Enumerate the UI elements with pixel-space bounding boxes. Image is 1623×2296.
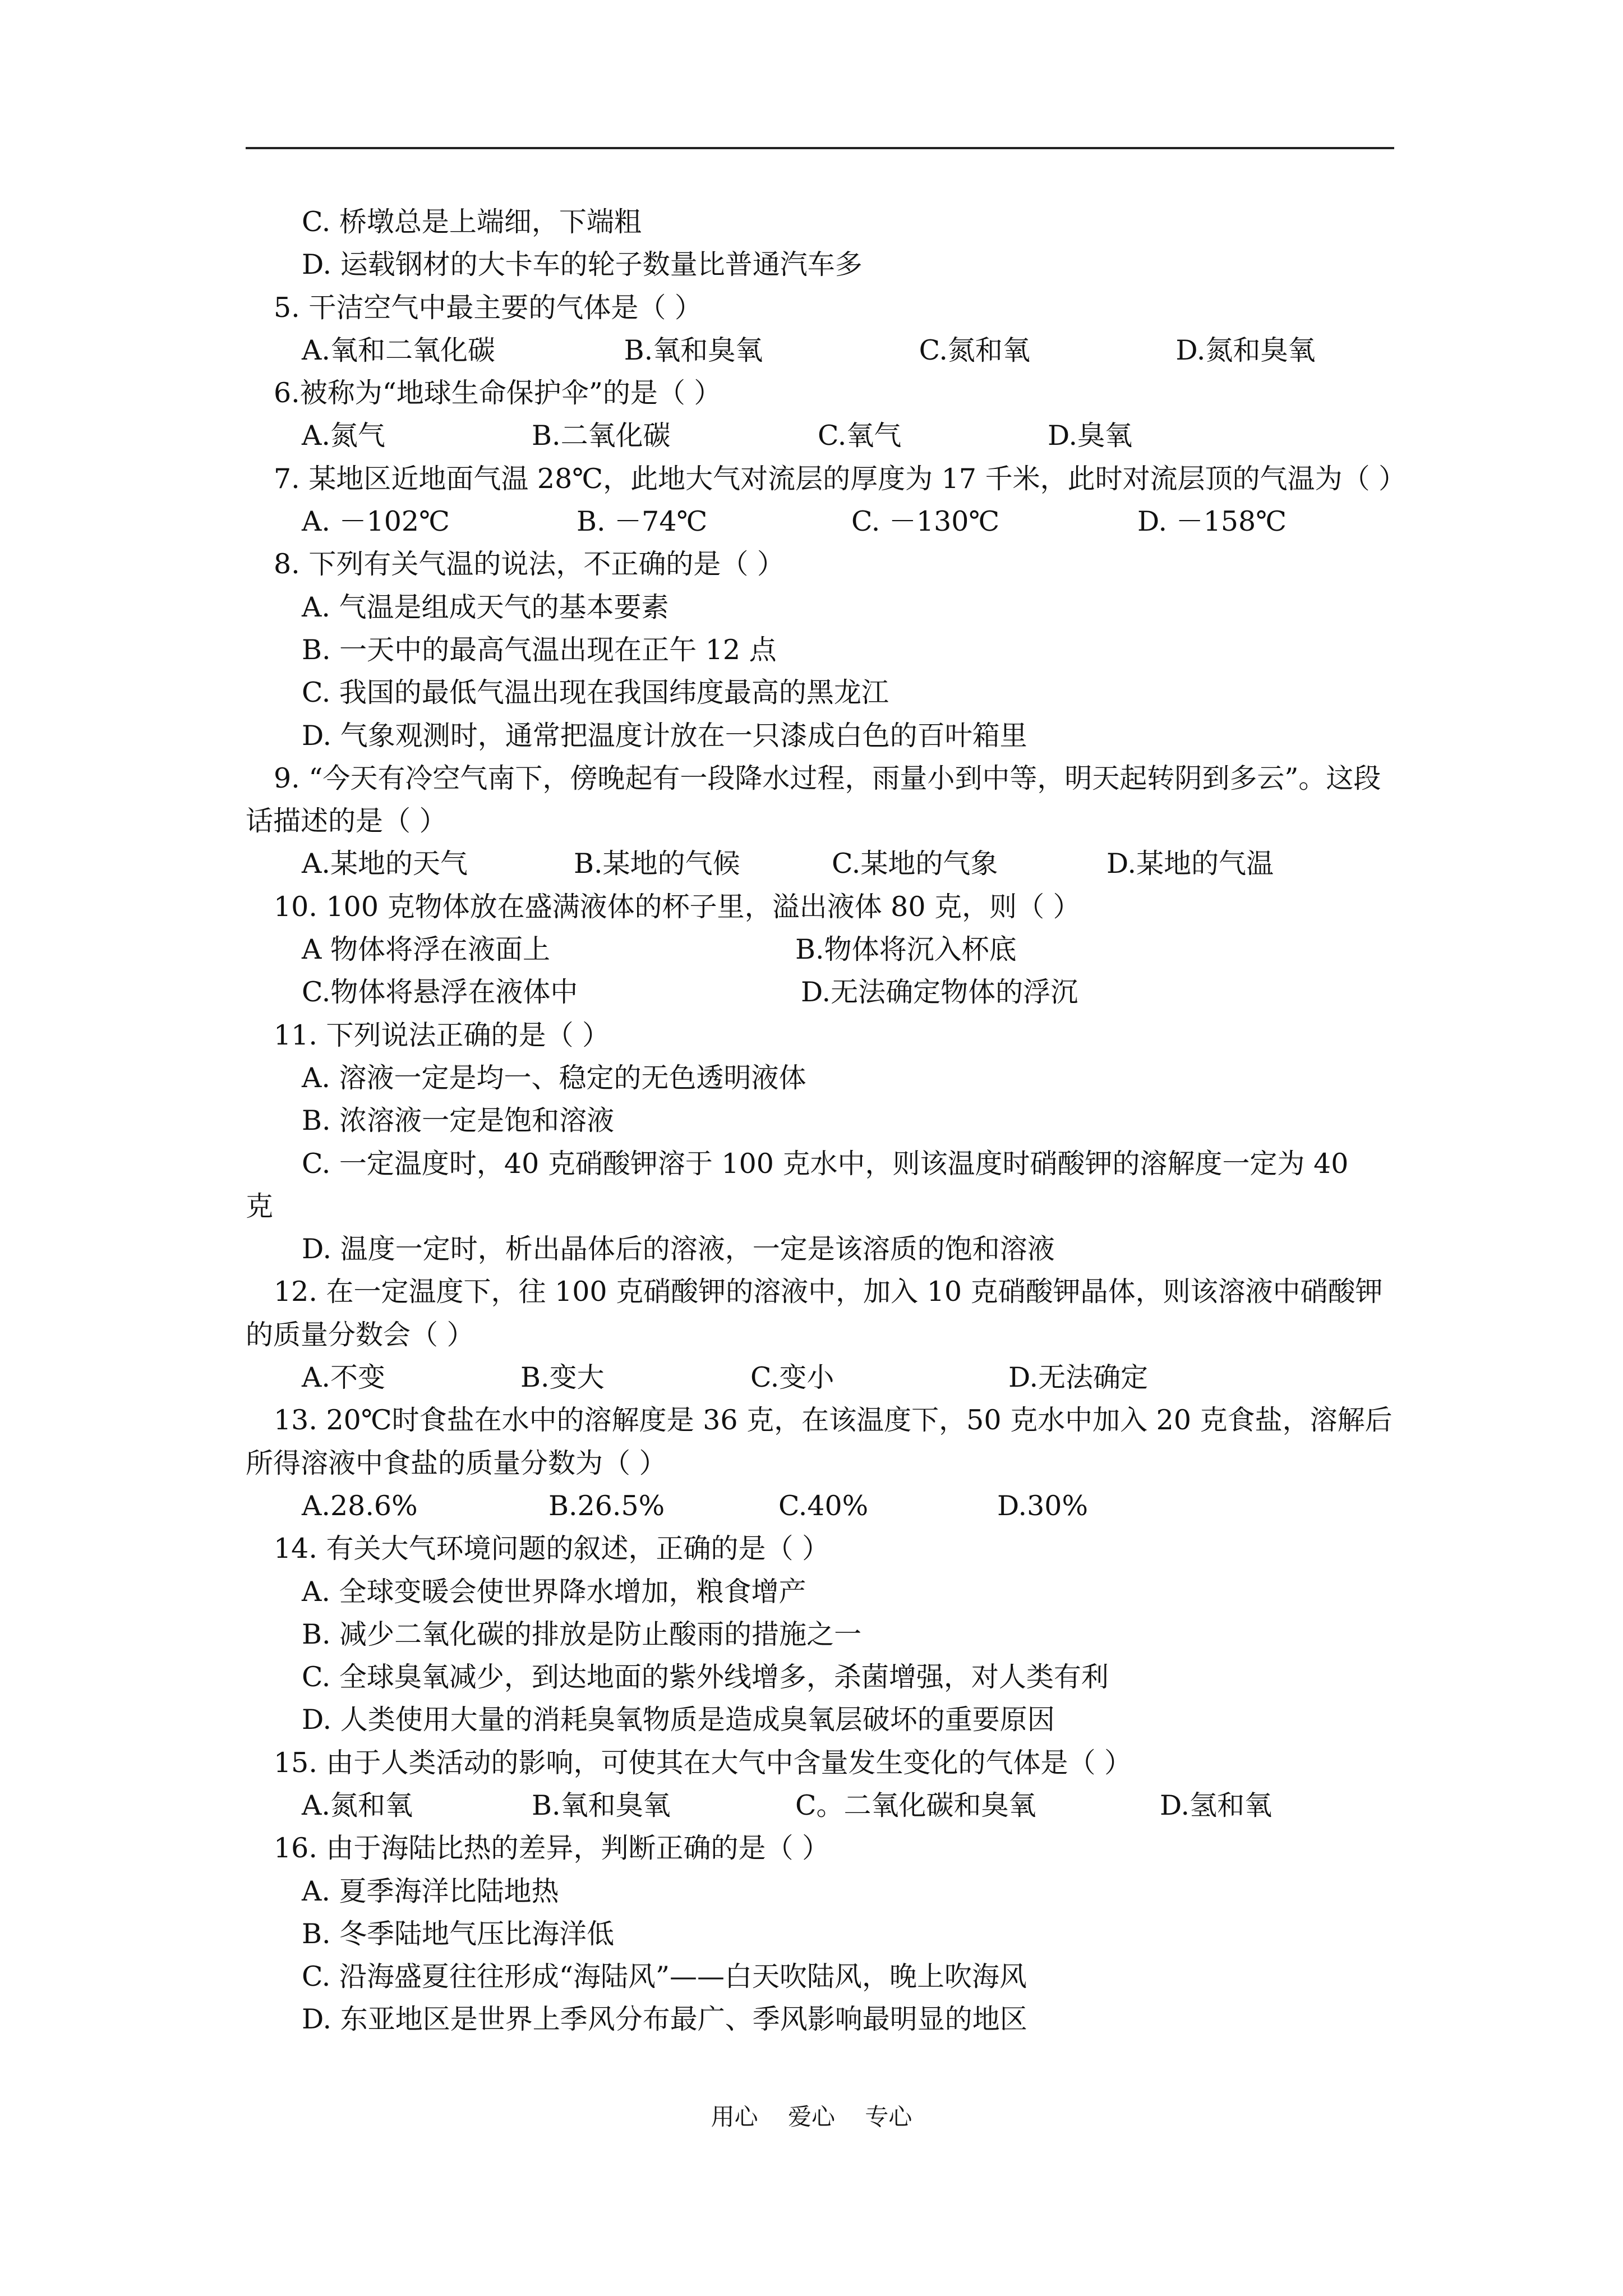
- answer-option: B.物体将沉入杯底: [795, 933, 1017, 966]
- answer-options-row: [246, 415, 1394, 457]
- question-stem: 14. 有关大气环境问题的叙述，正确的是（ ）: [274, 1533, 830, 1565]
- answer-option: B. 浓溶液一定是饱和溶液: [302, 1105, 615, 1137]
- answer-option: D. 气象观测时，通常把温度计放在一只漆成白色的百叶箱里: [302, 719, 1027, 752]
- answer-option: D.无法确定物体的浮沉: [801, 976, 1078, 1009]
- answer-option: B.二氧化碳: [532, 420, 671, 452]
- answer-options-row: [246, 500, 1394, 543]
- answer-option: C. 桥墩总是上端细，下端粗: [302, 206, 642, 238]
- answer-option: D.30%: [997, 1489, 1089, 1522]
- answer-option: C.40%: [778, 1489, 869, 1522]
- answer-option: D.臭氧: [1048, 420, 1133, 452]
- page-footer: 用心 爱心 专心: [711, 2103, 912, 2131]
- answer-option-text: C. 一定温度时，40 克硝酸钾溶于 100 克水中，则该温度时硝酸钾的溶解度一定为 40: [302, 1147, 1349, 1180]
- answer-option: A. 气温是组成天气的基本要素: [302, 591, 669, 623]
- answer-option: B.26.5%: [548, 1489, 665, 1522]
- question-stem: 11. 下列说法正确的是（ ）: [274, 1019, 610, 1051]
- answer-option: D.某地的气温: [1106, 848, 1274, 880]
- question-stem: 13. 20℃时食盐在水中的溶解度是 36 克，在该温度下，50 克水中加入 20 克食盐，溶解后所得溶液中食盐的质量分数为（ ）: [246, 1404, 1393, 1479]
- answer-option: B. 减少二氧化碳的排放是防止酸雨的措施之一: [302, 1618, 862, 1650]
- answer-option: C.氮和氧: [919, 334, 1030, 366]
- answer-option: C. 全球臭氧减少，到达地面的紫外线增多，杀菌增强，对人类有利: [302, 1661, 1109, 1694]
- question-stem: 15. 由于人类活动的影响，可使其在大气中含量发生变化的气体是（ ）: [274, 1746, 1132, 1779]
- answer-option: B.变大: [520, 1361, 605, 1394]
- answer-option: B. 一天中的最高气温出现在正午 12 点: [302, 633, 777, 666]
- answer-option: A.氮气: [302, 420, 385, 452]
- answer-option: D. －158℃: [1137, 505, 1287, 538]
- answer-option: A. 夏季海洋比陆地热: [302, 1875, 559, 1907]
- answer-option: B.某地的气候: [574, 848, 740, 880]
- answer-option: A.不变: [302, 1361, 385, 1394]
- answer-options-row: [246, 971, 1394, 1014]
- question-stem: 7. 某地区近地面气温 28℃，此地大气对流层的厚度为 17 千米，此时对流层顶的气温为（ ）: [274, 462, 1407, 495]
- answer-option: D. 温度一定时，析出晶体后的溶液，一定是该溶质的饱和溶液: [302, 1233, 1055, 1266]
- answer-option: C. －130℃: [851, 505, 1000, 538]
- answer-option: A. 全球变暖会使世界降水增加，粮食增产: [302, 1575, 806, 1608]
- answer-options-row: [246, 1356, 1394, 1399]
- answer-option: B. 冬季陆地气压比海洋低: [302, 1917, 615, 1950]
- answer-option: A. －102℃: [302, 505, 450, 538]
- answer-option: C.某地的气象: [832, 848, 998, 880]
- question-stem: 9. “今天有冷空气南下，傍晚起有一段降水过程，雨量小到中等，明天起转阴到多云”。这段话描述的是（ ）: [246, 762, 1381, 838]
- answer-option: D.氮和臭氧: [1175, 334, 1316, 366]
- answer-option: C.氧气: [818, 420, 902, 452]
- answer-option: B.氧和臭氧: [624, 334, 763, 366]
- answer-option: C。二氧化碳和臭氧: [795, 1789, 1036, 1821]
- answer-option: A.28.6%: [302, 1489, 418, 1522]
- question-stem: 10. 100 克物体放在盛满液体的杯子里，溢出液体 80 克，则（ ）: [274, 890, 1081, 923]
- header-rule: [246, 147, 1394, 149]
- answer-option: C. 沿海盛夏往往形成“海陆风”——白天吹陆风，晚上吹海风: [302, 1961, 1027, 1993]
- answer-option: D.无法确定: [1008, 1361, 1149, 1394]
- question-stem: 8. 下列有关气温的说法，不正确的是（ ）: [274, 548, 785, 581]
- answer-option: D. 人类使用大量的消耗臭氧物质是造成臭氧层破坏的重要原因: [302, 1704, 1055, 1736]
- answer-options-row: [246, 1485, 1394, 1527]
- answer-option: A.氧和二氧化碳: [302, 334, 495, 366]
- answer-option: [246, 1143, 1394, 1228]
- question-list: [246, 201, 1407, 2041]
- answer-option: C.变小: [750, 1361, 834, 1394]
- answer-option: A.某地的天气: [302, 848, 468, 880]
- question-stem: 12. 在一定温度下，往 100 克硝酸钾的溶液中，加入 10 克硝酸钾晶体，则该溶液中硝酸钾的质量分数会（ ）: [246, 1276, 1383, 1351]
- question-stem: 5. 干洁空气中最主要的气体是（ ）: [274, 291, 702, 324]
- answer-options-row: [246, 843, 1394, 885]
- answer-option: A 物体将浮在液面上: [302, 933, 550, 966]
- answer-option: A. 溶液一定是均一、稳定的无色透明液体: [302, 1061, 806, 1094]
- answer-options-row: [246, 1784, 1394, 1827]
- answer-option: B. －74℃: [577, 505, 708, 538]
- question-stem: 6.被称为“地球生命保护伞”的是（ ）: [274, 377, 722, 409]
- answer-option: B.氧和臭氧: [532, 1789, 671, 1821]
- answer-option: A.氮和氧: [302, 1789, 413, 1821]
- answer-option: D. 运载钢材的大卡车的轮子数量比普通汽车多: [302, 249, 863, 281]
- question-stem: 16. 由于海陆比热的差异，判断正确的是（ ）: [274, 1832, 830, 1865]
- answer-option: C. 我国的最低气温出现在我国纬度最高的黑龙江: [302, 677, 889, 709]
- answer-option-continuation: 克: [246, 1190, 274, 1222]
- answer-option: C.物体将悬浮在液体中: [302, 976, 578, 1009]
- answer-option: D.氢和氧: [1160, 1789, 1272, 1821]
- answer-options-row: [246, 329, 1394, 372]
- answer-option: D. 东亚地区是世界上季风分布最广、季风影响最明显的地区: [302, 2003, 1027, 2036]
- answer-options-row: [246, 928, 1394, 971]
